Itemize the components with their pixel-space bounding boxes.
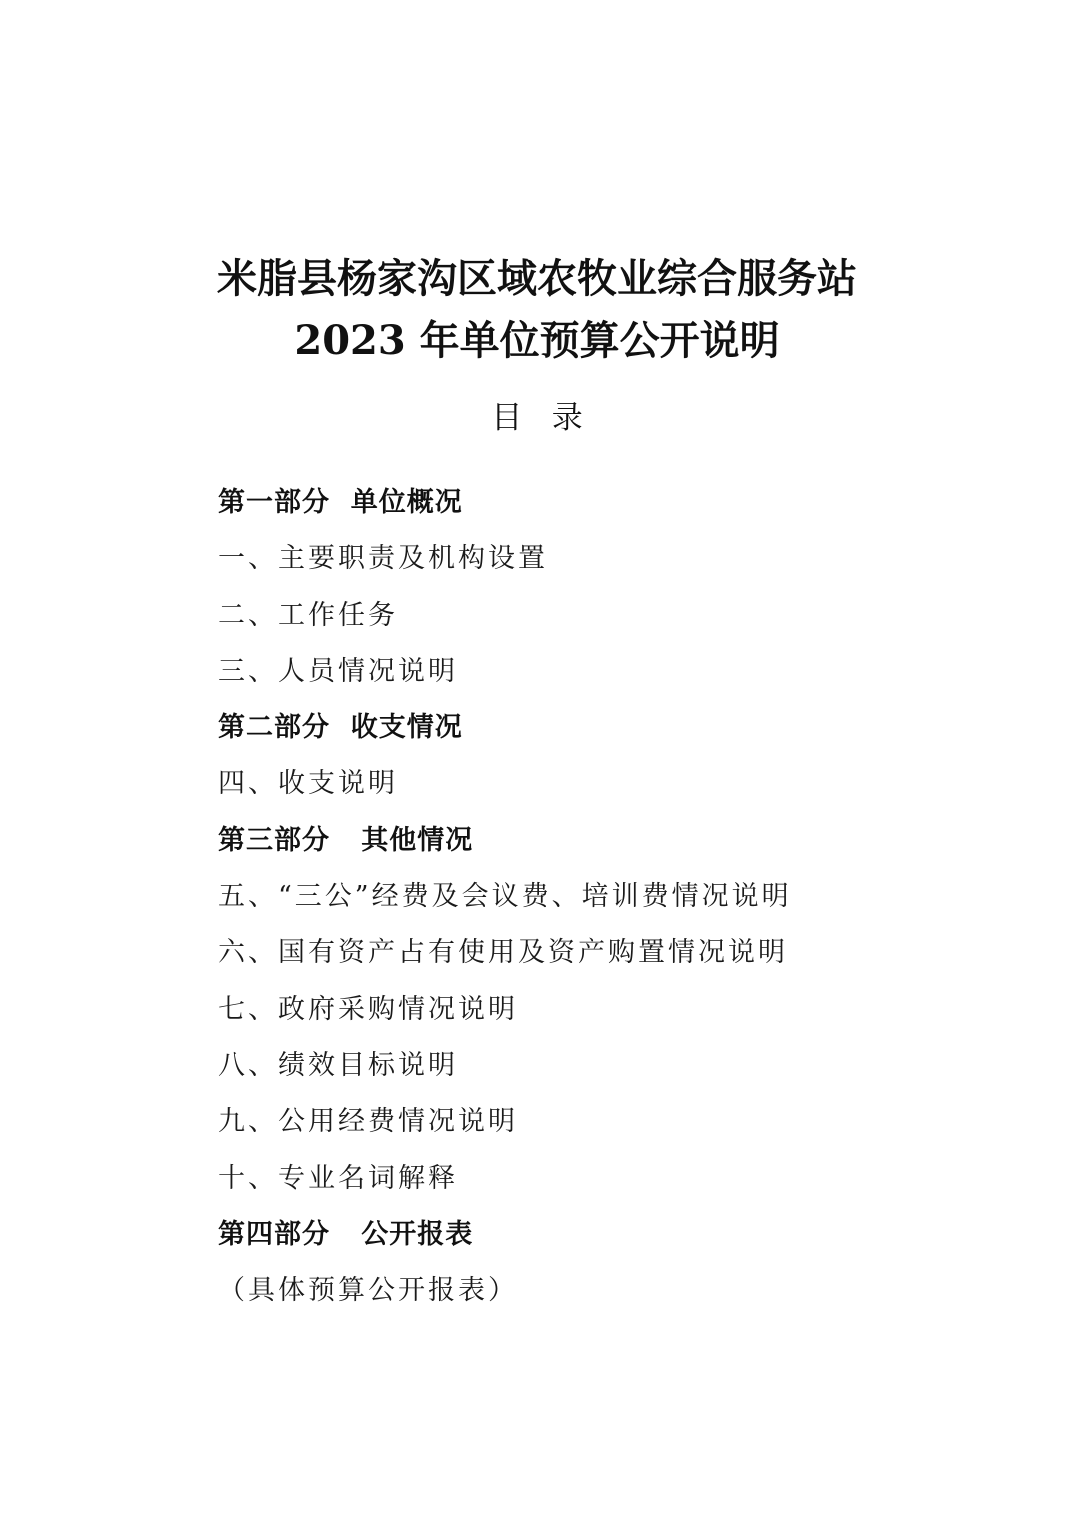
toc-item-5: 五、“三公”经费及会议费、培训费情况说明 [218,881,792,913]
toc-item-4: 四、收支说明 [218,768,398,800]
document-title [0,248,1074,372]
toc-item-2: 二、工作任务 [218,599,398,631]
toc-item-1: 一、主要职责及机构设置 [218,543,548,575]
toc-item-10: 十、专业名词解释 [218,1162,458,1194]
toc-heading: 目 录 [491,400,583,436]
toc-item-6: 六、国有资产占有使用及资产购置情况说明 [218,937,788,969]
toc-part-4: 第四部分 公开报表 [218,1218,474,1250]
toc-item-3: 三、人员情况说明 [218,655,458,687]
toc-part-1: 第一部分 单位概况 [218,487,463,518]
table-of-contents [218,478,1018,1322]
toc-item-7: 七、政府采购情况说明 [218,993,518,1025]
toc-item-11: （具体预算公开报表） [218,1275,518,1307]
toc-item-9: 九、公用经费情况说明 [218,1106,518,1138]
toc-item-8: 八、绩效目标说明 [218,1049,458,1081]
title-line-1: 米脂县杨家沟区域农牧业综合服务站 [217,255,857,302]
toc-part-2: 第二部分 收支情况 [218,712,463,744]
title-line-2: 2023 年单位预算公开说明 [294,317,780,364]
toc-part-3: 第三部分 其他情况 [218,824,474,856]
